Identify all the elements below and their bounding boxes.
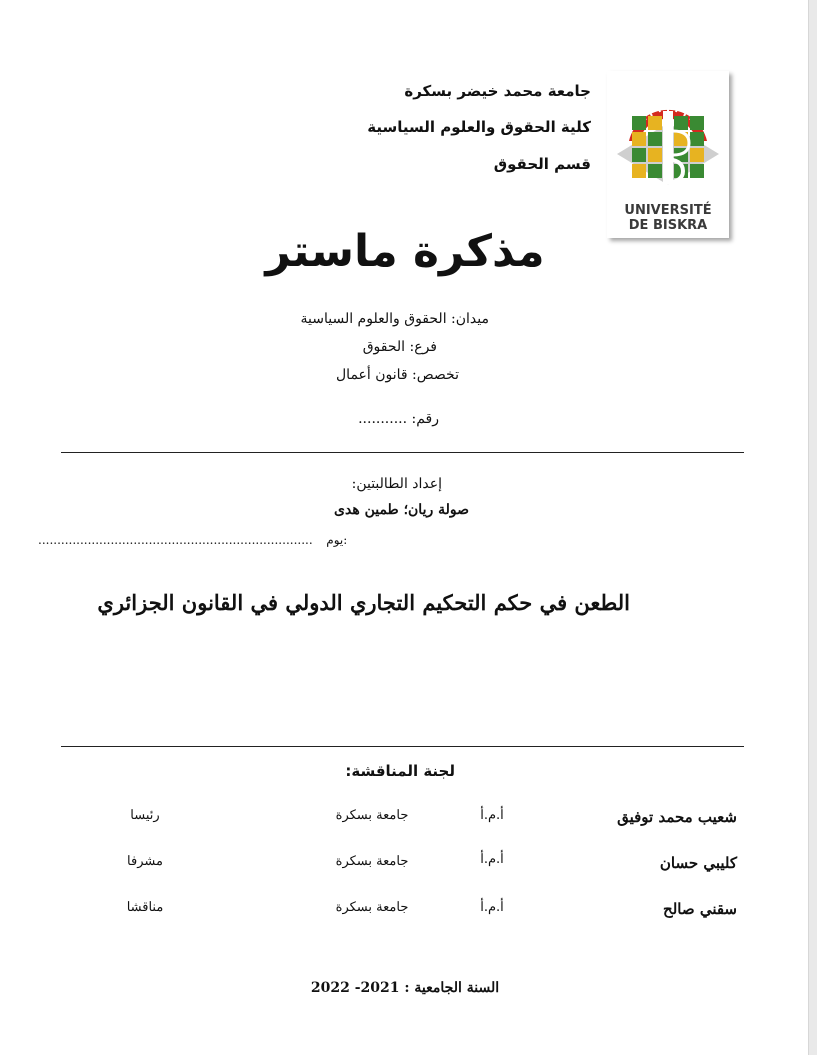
branch-line: فرع: الحقوق bbox=[362, 339, 437, 355]
vertical-scrollbar[interactable] bbox=[808, 0, 817, 1055]
students-names: صولة ريان؛ طمين هدى bbox=[334, 502, 469, 518]
day-dots: ........................................................................ bbox=[38, 533, 313, 547]
thesis-title: الطعن في حكم التحكيم التجاري الدولي في القانون الجزائري bbox=[97, 590, 630, 615]
jury-member-university: جامعة بسكرة bbox=[335, 808, 409, 823]
department-name: قسم الحقوق bbox=[493, 155, 591, 173]
day-line bbox=[38, 533, 347, 547]
divider-bottom bbox=[61, 746, 744, 747]
university-logo bbox=[607, 71, 729, 238]
day-label: يوم: bbox=[326, 533, 348, 547]
jury-title: لجنة المناقشة: bbox=[345, 762, 455, 780]
academic-year: السنة الجامعية : 2021- 2022 bbox=[310, 980, 500, 996]
jury-member-role: مناقشا bbox=[126, 900, 164, 915]
jury-member-name: شعيب محمد توفيق bbox=[617, 808, 737, 826]
logo-line-1: UNIVERSITÉ bbox=[624, 203, 712, 218]
jury-member-grade: أ.م.أ bbox=[480, 900, 504, 915]
jury-member-grade: أ.م.أ bbox=[480, 808, 504, 823]
jury-member-name: كليبي حسان bbox=[659, 854, 737, 872]
jury-member-university: جامعة بسكرة bbox=[335, 900, 409, 915]
faculty-name: كلية الحقوق والعلوم السياسية bbox=[367, 118, 591, 136]
jury-member-name: سقني صالح bbox=[663, 900, 737, 918]
document-type-title: مذكرة ماستر bbox=[265, 226, 545, 277]
jury-member-role: رئيسا bbox=[130, 808, 160, 823]
jury-member-university: جامعة بسكرة bbox=[335, 854, 409, 869]
divider-top bbox=[61, 452, 744, 453]
number-line: رقم: ........... bbox=[358, 411, 439, 427]
logo-line-2: DE BISKRA bbox=[628, 218, 708, 233]
jury-member-role: مشرفا bbox=[127, 854, 163, 869]
field-line: ميدان: الحقوق والعلوم السياسية bbox=[300, 311, 489, 327]
jury-member-grade: أ.م.أ bbox=[480, 852, 504, 867]
university-name: جامعة محمد خيضر بسكرة bbox=[404, 82, 591, 100]
specialty-line: تخصص: قانون أعمال bbox=[336, 367, 459, 383]
students-label: إعداد الطالبتين: bbox=[351, 476, 442, 492]
